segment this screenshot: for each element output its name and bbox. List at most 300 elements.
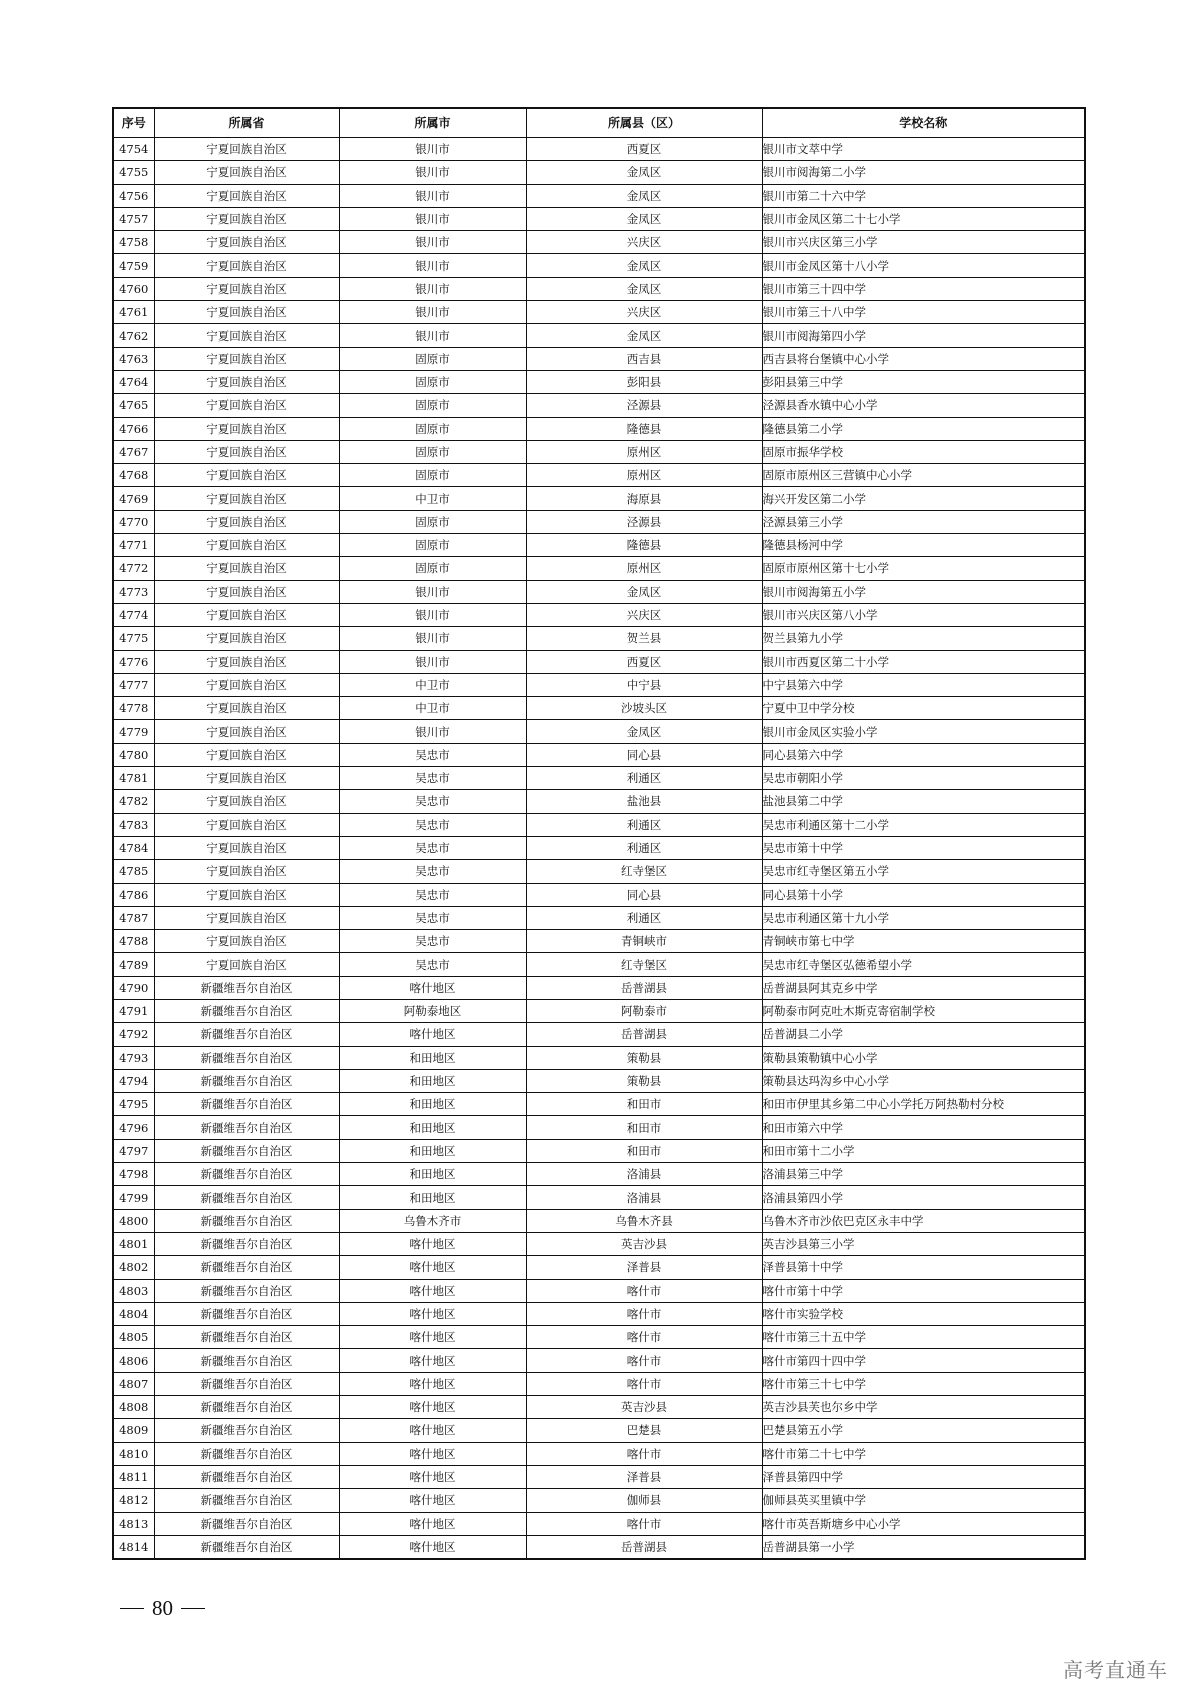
table-row — [113, 1232, 1085, 1255]
cell-school-name: 泾源县香水镇中心小学 — [762, 394, 1085, 417]
cell-number: 4777 — [113, 673, 154, 696]
cell-city: 和田地区 — [339, 1069, 526, 1092]
table-row — [113, 138, 1085, 161]
cell-number: 4808 — [113, 1396, 154, 1419]
cell-province: 新疆维吾尔自治区 — [154, 1163, 339, 1186]
cell-school-name: 银川市阅海第二小学 — [762, 161, 1085, 184]
cell-county: 洛浦县 — [526, 1186, 762, 1209]
cell-number: 4761 — [113, 301, 154, 324]
cell-province: 新疆维吾尔自治区 — [154, 1139, 339, 1162]
cell-number: 4771 — [113, 534, 154, 557]
cell-county: 喀什市 — [526, 1442, 762, 1465]
cell-county: 策勒县 — [526, 1046, 762, 1069]
cell-province: 宁夏回族自治区 — [154, 231, 339, 254]
cell-county: 隆德县 — [526, 534, 762, 557]
cell-number: 4782 — [113, 790, 154, 813]
cell-province: 新疆维吾尔自治区 — [154, 1326, 339, 1349]
table-row — [113, 1139, 1085, 1162]
cell-number: 4780 — [113, 743, 154, 766]
table-row — [113, 417, 1085, 440]
cell-province: 新疆维吾尔自治区 — [154, 1279, 339, 1302]
cell-province: 新疆维吾尔自治区 — [154, 1419, 339, 1442]
cell-county: 岳普湖县 — [526, 1535, 762, 1559]
cell-county: 岳普湖县 — [526, 1023, 762, 1046]
cell-county: 中宁县 — [526, 673, 762, 696]
cell-province: 新疆维吾尔自治区 — [154, 1023, 339, 1046]
cell-number: 4786 — [113, 883, 154, 906]
dash-right — [181, 1608, 205, 1610]
cell-province: 宁夏回族自治区 — [154, 394, 339, 417]
cell-city: 喀什地区 — [339, 1442, 526, 1465]
table-row — [113, 743, 1085, 766]
cell-number: 4793 — [113, 1046, 154, 1069]
table-row — [113, 790, 1085, 813]
cell-school-name: 银川市金凤区第二十七小学 — [762, 207, 1085, 230]
cell-school-name: 海兴开发区第二小学 — [762, 487, 1085, 510]
cell-school-name: 隆德县杨河中学 — [762, 534, 1085, 557]
cell-province: 宁夏回族自治区 — [154, 697, 339, 720]
cell-province: 宁夏回族自治区 — [154, 883, 339, 906]
page-number-value: 80 — [152, 1596, 173, 1620]
cell-number: 4775 — [113, 627, 154, 650]
cell-county: 金凤区 — [526, 184, 762, 207]
cell-county: 喀什市 — [526, 1349, 762, 1372]
cell-school-name: 喀什市第四十四中学 — [762, 1349, 1085, 1372]
cell-county: 原州区 — [526, 464, 762, 487]
cell-number: 4788 — [113, 930, 154, 953]
table-row — [113, 1396, 1085, 1419]
cell-number: 4798 — [113, 1163, 154, 1186]
cell-county: 喀什市 — [526, 1326, 762, 1349]
cell-school-name: 同心县第十小学 — [762, 883, 1085, 906]
cell-number: 4809 — [113, 1419, 154, 1442]
cell-province: 新疆维吾尔自治区 — [154, 1209, 339, 1232]
table-row — [113, 440, 1085, 463]
cell-county: 青铜峡市 — [526, 930, 762, 953]
cell-province: 新疆维吾尔自治区 — [154, 1046, 339, 1069]
cell-province: 宁夏回族自治区 — [154, 930, 339, 953]
cell-city: 银川市 — [339, 720, 526, 743]
cell-city: 喀什地区 — [339, 1256, 526, 1279]
cell-county: 盐池县 — [526, 790, 762, 813]
cell-number: 4796 — [113, 1116, 154, 1139]
cell-city: 和田地区 — [339, 1186, 526, 1209]
cell-county: 金凤区 — [526, 324, 762, 347]
cell-city: 固原市 — [339, 370, 526, 393]
cell-county: 红寺堡区 — [526, 953, 762, 976]
cell-number: 4812 — [113, 1489, 154, 1512]
cell-number: 4797 — [113, 1139, 154, 1162]
table-row — [113, 1302, 1085, 1325]
cell-county: 西吉县 — [526, 347, 762, 370]
table-row — [113, 767, 1085, 790]
cell-county: 海原县 — [526, 487, 762, 510]
cell-number: 4811 — [113, 1465, 154, 1488]
cell-county: 岳普湖县 — [526, 976, 762, 999]
cell-school-name: 固原市振华学校 — [762, 440, 1085, 463]
cell-school-name: 银川市阅海第四小学 — [762, 324, 1085, 347]
cell-province: 宁夏回族自治区 — [154, 161, 339, 184]
cell-city: 固原市 — [339, 394, 526, 417]
cell-city: 吴忠市 — [339, 860, 526, 883]
cell-school-name: 泽普县第四中学 — [762, 1465, 1085, 1488]
table-row — [113, 860, 1085, 883]
cell-province: 新疆维吾尔自治区 — [154, 976, 339, 999]
cell-school-name: 岳普湖县第一小学 — [762, 1535, 1085, 1559]
table-row — [113, 1442, 1085, 1465]
cell-school-name: 英吉沙县芙也尔乡中学 — [762, 1396, 1085, 1419]
cell-city: 吴忠市 — [339, 743, 526, 766]
cell-number: 4768 — [113, 464, 154, 487]
cell-province: 新疆维吾尔自治区 — [154, 1302, 339, 1325]
cell-school-name: 彭阳县第三中学 — [762, 370, 1085, 393]
cell-school-name: 贺兰县第九小学 — [762, 627, 1085, 650]
cell-province: 宁夏回族自治区 — [154, 277, 339, 300]
cell-number: 4804 — [113, 1302, 154, 1325]
table-body — [113, 138, 1085, 1560]
table-row — [113, 813, 1085, 836]
header-school: 学校名称 — [762, 108, 1085, 138]
cell-province: 宁夏回族自治区 — [154, 417, 339, 440]
cell-number: 4781 — [113, 767, 154, 790]
cell-number: 4772 — [113, 557, 154, 580]
cell-city: 银川市 — [339, 580, 526, 603]
cell-number: 4790 — [113, 976, 154, 999]
cell-county: 金凤区 — [526, 720, 762, 743]
cell-school-name: 洛浦县第四小学 — [762, 1186, 1085, 1209]
cell-county: 利通区 — [526, 767, 762, 790]
cell-province: 宁夏回族自治区 — [154, 790, 339, 813]
cell-province: 宁夏回族自治区 — [154, 138, 339, 161]
cell-city: 吴忠市 — [339, 930, 526, 953]
cell-number: 4762 — [113, 324, 154, 347]
cell-county: 红寺堡区 — [526, 860, 762, 883]
cell-school-name: 隆德县第二小学 — [762, 417, 1085, 440]
cell-school-name: 乌鲁木齐市沙依巴克区永丰中学 — [762, 1209, 1085, 1232]
cell-number: 4766 — [113, 417, 154, 440]
table-row — [113, 1349, 1085, 1372]
cell-city: 固原市 — [339, 440, 526, 463]
cell-province: 新疆维吾尔自治区 — [154, 1116, 339, 1139]
cell-city: 和田地区 — [339, 1116, 526, 1139]
cell-school-name: 固原市原州区三营镇中心小学 — [762, 464, 1085, 487]
cell-province: 宁夏回族自治区 — [154, 906, 339, 929]
cell-school-name: 伽师县英买里镇中学 — [762, 1489, 1085, 1512]
cell-number: 4784 — [113, 836, 154, 859]
cell-province: 新疆维吾尔自治区 — [154, 1442, 339, 1465]
cell-city: 固原市 — [339, 464, 526, 487]
cell-city: 吴忠市 — [339, 790, 526, 813]
cell-school-name: 吴忠市第十中学 — [762, 836, 1085, 859]
table-row — [113, 1256, 1085, 1279]
table-row — [113, 1535, 1085, 1559]
cell-county: 洛浦县 — [526, 1163, 762, 1186]
cell-province: 宁夏回族自治区 — [154, 184, 339, 207]
cell-school-name: 吴忠市利通区第十二小学 — [762, 813, 1085, 836]
cell-school-name: 吴忠市红寺堡区弘德希望小学 — [762, 953, 1085, 976]
table-row — [113, 487, 1085, 510]
cell-number: 4800 — [113, 1209, 154, 1232]
cell-number: 4805 — [113, 1326, 154, 1349]
cell-school-name: 策勒县策勒镇中心小学 — [762, 1046, 1085, 1069]
cell-province: 新疆维吾尔自治区 — [154, 1256, 339, 1279]
cell-number: 4814 — [113, 1535, 154, 1559]
cell-city: 和田地区 — [339, 1093, 526, 1116]
cell-province: 新疆维吾尔自治区 — [154, 1186, 339, 1209]
table-row — [113, 1279, 1085, 1302]
cell-county: 金凤区 — [526, 207, 762, 230]
cell-county: 阿勒泰市 — [526, 999, 762, 1022]
cell-school-name: 宁夏中卫中学分校 — [762, 697, 1085, 720]
cell-school-name: 固原市原州区第十七小学 — [762, 557, 1085, 580]
cell-school-name: 喀什市第三十七中学 — [762, 1372, 1085, 1395]
cell-province: 新疆维吾尔自治区 — [154, 1512, 339, 1535]
cell-city: 喀什地区 — [339, 1372, 526, 1395]
table-row — [113, 207, 1085, 230]
cell-city: 喀什地区 — [339, 1489, 526, 1512]
cell-county: 巴楚县 — [526, 1419, 762, 1442]
cell-school-name: 泾源县第三小学 — [762, 510, 1085, 533]
table-row — [113, 534, 1085, 557]
cell-number: 4754 — [113, 138, 154, 161]
table-row — [113, 370, 1085, 393]
cell-number: 4792 — [113, 1023, 154, 1046]
cell-province: 宁夏回族自治区 — [154, 370, 339, 393]
cell-school-name: 吴忠市红寺堡区第五小学 — [762, 860, 1085, 883]
cell-county: 英吉沙县 — [526, 1232, 762, 1255]
cell-school-name: 银川市兴庆区第八小学 — [762, 603, 1085, 626]
cell-city: 吴忠市 — [339, 953, 526, 976]
cell-school-name: 喀什市英吾斯塘乡中心小学 — [762, 1512, 1085, 1535]
cell-city: 喀什地区 — [339, 1396, 526, 1419]
cell-school-name: 英吉沙县第三小学 — [762, 1232, 1085, 1255]
cell-province: 新疆维吾尔自治区 — [154, 1069, 339, 1092]
cell-province: 宁夏回族自治区 — [154, 487, 339, 510]
cell-province: 新疆维吾尔自治区 — [154, 999, 339, 1022]
cell-school-name: 银川市第三十八中学 — [762, 301, 1085, 324]
header-county: 所属县（区） — [526, 108, 762, 138]
cell-province: 新疆维吾尔自治区 — [154, 1489, 339, 1512]
school-list-table — [112, 107, 1086, 1560]
cell-number: 4759 — [113, 254, 154, 277]
cell-school-name: 吴忠市利通区第十九小学 — [762, 906, 1085, 929]
cell-city: 和田地区 — [339, 1163, 526, 1186]
cell-province: 宁夏回族自治区 — [154, 860, 339, 883]
cell-province: 宁夏回族自治区 — [154, 836, 339, 859]
table-row — [113, 184, 1085, 207]
cell-number: 4755 — [113, 161, 154, 184]
cell-province: 宁夏回族自治区 — [154, 440, 339, 463]
cell-city: 吴忠市 — [339, 906, 526, 929]
table-row — [113, 277, 1085, 300]
header-city: 所属市 — [339, 108, 526, 138]
cell-county: 策勒县 — [526, 1069, 762, 1092]
cell-school-name: 岳普湖县阿其克乡中学 — [762, 976, 1085, 999]
table-row — [113, 464, 1085, 487]
cell-school-name: 阿勒泰市阿克吐木斯克寄宿制学校 — [762, 999, 1085, 1022]
cell-city: 固原市 — [339, 417, 526, 440]
table-row — [113, 627, 1085, 650]
dash-left — [120, 1608, 144, 1610]
cell-school-name: 策勒县达玛沟乡中心小学 — [762, 1069, 1085, 1092]
cell-school-name: 银川市文萃中学 — [762, 138, 1085, 161]
cell-county: 喀什市 — [526, 1302, 762, 1325]
cell-number: 4779 — [113, 720, 154, 743]
cell-county: 沙坡头区 — [526, 697, 762, 720]
cell-county: 利通区 — [526, 906, 762, 929]
cell-county: 同心县 — [526, 883, 762, 906]
cell-county: 利通区 — [526, 836, 762, 859]
table-row — [113, 324, 1085, 347]
cell-number: 4773 — [113, 580, 154, 603]
table-row — [113, 1372, 1085, 1395]
cell-province: 新疆维吾尔自治区 — [154, 1465, 339, 1488]
cell-province: 宁夏回族自治区 — [154, 603, 339, 626]
table-row — [113, 930, 1085, 953]
cell-city: 喀什地区 — [339, 1023, 526, 1046]
table-row — [113, 557, 1085, 580]
table-row — [113, 161, 1085, 184]
cell-city: 银川市 — [339, 324, 526, 347]
cell-city: 银川市 — [339, 231, 526, 254]
cell-city: 喀什地区 — [339, 1232, 526, 1255]
cell-province: 宁夏回族自治区 — [154, 743, 339, 766]
cell-city: 银川市 — [339, 277, 526, 300]
cell-province: 宁夏回族自治区 — [154, 627, 339, 650]
cell-province: 宁夏回族自治区 — [154, 580, 339, 603]
cell-city: 乌鲁木齐市 — [339, 1209, 526, 1232]
table-row — [113, 580, 1085, 603]
cell-county: 彭阳县 — [526, 370, 762, 393]
cell-school-name: 岳普湖县二小学 — [762, 1023, 1085, 1046]
cell-school-name: 和田市第六中学 — [762, 1116, 1085, 1139]
cell-city: 中卫市 — [339, 487, 526, 510]
table-row — [113, 1186, 1085, 1209]
table-row — [113, 231, 1085, 254]
cell-province: 新疆维吾尔自治区 — [154, 1093, 339, 1116]
cell-number: 4813 — [113, 1512, 154, 1535]
cell-number: 4757 — [113, 207, 154, 230]
table-row — [113, 301, 1085, 324]
page-number — [112, 1596, 213, 1621]
cell-number: 4791 — [113, 999, 154, 1022]
table-row — [113, 720, 1085, 743]
table-row — [113, 1326, 1085, 1349]
cell-number: 4783 — [113, 813, 154, 836]
cell-school-name: 西吉县将台堡镇中心小学 — [762, 347, 1085, 370]
cell-number: 4767 — [113, 440, 154, 463]
cell-province: 宁夏回族自治区 — [154, 324, 339, 347]
cell-number: 4810 — [113, 1442, 154, 1465]
cell-city: 喀什地区 — [339, 1302, 526, 1325]
cell-city: 喀什地区 — [339, 1465, 526, 1488]
cell-province: 宁夏回族自治区 — [154, 254, 339, 277]
cell-number: 4806 — [113, 1349, 154, 1372]
cell-number: 4785 — [113, 860, 154, 883]
table-row — [113, 347, 1085, 370]
cell-number: 4764 — [113, 370, 154, 393]
table-row — [113, 976, 1085, 999]
cell-number: 4778 — [113, 697, 154, 720]
cell-city: 银川市 — [339, 207, 526, 230]
cell-number: 4769 — [113, 487, 154, 510]
cell-school-name: 巴楚县第五小学 — [762, 1419, 1085, 1442]
table-row — [113, 1093, 1085, 1116]
cell-number: 4795 — [113, 1093, 154, 1116]
cell-county: 兴庆区 — [526, 231, 762, 254]
cell-province: 宁夏回族自治区 — [154, 650, 339, 673]
watermark-text: 高考直通车 — [1063, 1658, 1168, 1682]
cell-province: 新疆维吾尔自治区 — [154, 1535, 339, 1559]
cell-county: 金凤区 — [526, 277, 762, 300]
cell-county: 同心县 — [526, 743, 762, 766]
cell-city: 银川市 — [339, 650, 526, 673]
cell-number: 4774 — [113, 603, 154, 626]
table-row — [113, 1046, 1085, 1069]
cell-county: 金凤区 — [526, 254, 762, 277]
cell-city: 银川市 — [339, 627, 526, 650]
header-number: 序号 — [113, 108, 154, 138]
cell-city: 喀什地区 — [339, 1535, 526, 1559]
cell-city: 和田地区 — [339, 1046, 526, 1069]
cell-county: 西夏区 — [526, 138, 762, 161]
table-row — [113, 999, 1085, 1022]
table-row — [113, 953, 1085, 976]
cell-city: 中卫市 — [339, 673, 526, 696]
cell-city: 和田地区 — [339, 1139, 526, 1162]
cell-city: 喀什地区 — [339, 1419, 526, 1442]
table-row — [113, 254, 1085, 277]
cell-city: 喀什地区 — [339, 1326, 526, 1349]
cell-province: 宁夏回族自治区 — [154, 813, 339, 836]
cell-school-name: 和田市伊里其乡第二中心小学托万阿热勒村分校 — [762, 1093, 1085, 1116]
cell-school-name: 喀什市实验学校 — [762, 1302, 1085, 1325]
table-row — [113, 1116, 1085, 1139]
table-row — [113, 650, 1085, 673]
cell-county: 英吉沙县 — [526, 1396, 762, 1419]
cell-school-name: 银川市金凤区第十八小学 — [762, 254, 1085, 277]
table-row — [113, 673, 1085, 696]
cell-number: 4763 — [113, 347, 154, 370]
cell-school-name: 喀什市第二十七中学 — [762, 1442, 1085, 1465]
cell-number: 4789 — [113, 953, 154, 976]
cell-number: 4802 — [113, 1256, 154, 1279]
cell-county: 泽普县 — [526, 1256, 762, 1279]
cell-county: 隆德县 — [526, 417, 762, 440]
cell-school-name: 洛浦县第三中学 — [762, 1163, 1085, 1186]
cell-province: 宁夏回族自治区 — [154, 301, 339, 324]
cell-province: 新疆维吾尔自治区 — [154, 1372, 339, 1395]
cell-province: 宁夏回族自治区 — [154, 673, 339, 696]
cell-province: 宁夏回族自治区 — [154, 767, 339, 790]
cell-school-name: 银川市西夏区第二十小学 — [762, 650, 1085, 673]
table-row — [113, 603, 1085, 626]
cell-county: 喀什市 — [526, 1372, 762, 1395]
table-row — [113, 836, 1085, 859]
cell-school-name: 和田市第十二小学 — [762, 1139, 1085, 1162]
cell-province: 宁夏回族自治区 — [154, 534, 339, 557]
table-row — [113, 1512, 1085, 1535]
cell-city: 喀什地区 — [339, 1279, 526, 1302]
cell-number: 4756 — [113, 184, 154, 207]
cell-city: 银川市 — [339, 254, 526, 277]
cell-school-name: 银川市阅海第五小学 — [762, 580, 1085, 603]
cell-school-name: 泽普县第十中学 — [762, 1256, 1085, 1279]
cell-county: 兴庆区 — [526, 603, 762, 626]
cell-county: 喀什市 — [526, 1512, 762, 1535]
cell-county: 原州区 — [526, 440, 762, 463]
cell-number: 4801 — [113, 1232, 154, 1255]
